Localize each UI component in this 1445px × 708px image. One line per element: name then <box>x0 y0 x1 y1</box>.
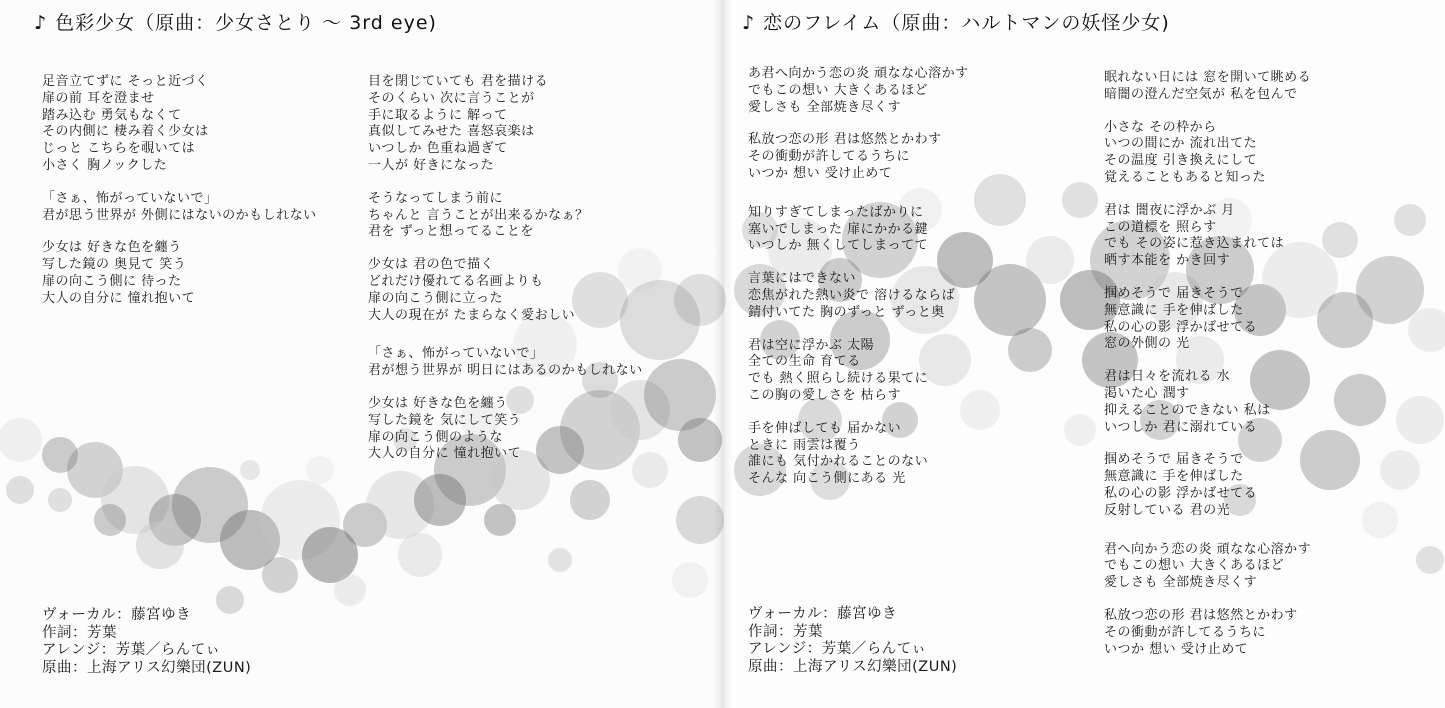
right-lyrics-column-1 <box>748 66 969 504</box>
lyric-line: ちゃんと 言うことが出来るかなぁ？ <box>368 207 589 223</box>
lyric-line: この道標を 照らす <box>1104 219 1217 235</box>
lyric-stanza <box>748 205 969 255</box>
lyric-line: この胸の愛しさを 枯らす <box>748 387 902 403</box>
lyric-stanza <box>748 66 969 116</box>
lyric-line: 私の心の影 浮かばせてる <box>1104 319 1258 335</box>
bokeh-circle <box>240 460 260 480</box>
credit-line: ヴォーカル：藤宮ゆき <box>748 606 898 622</box>
lyric-line: そのくらい 次に言うことが <box>368 90 535 106</box>
lyric-line: 眠れない日には 窓を開いて眺める <box>1104 70 1312 85</box>
lyric-line: 足音立てずに そっと近づく <box>42 74 209 89</box>
lyric-line: 少女は 好きな色を纏う <box>368 395 508 411</box>
lyric-line: 少女は 好きな色を纏う <box>42 240 182 256</box>
lyric-stanza <box>368 396 643 463</box>
bokeh-circle <box>1062 182 1098 218</box>
lyric-stanza <box>1104 608 1311 658</box>
lyric-line: その衝動が許してるうちに <box>748 149 911 165</box>
lyric-line: その温度 引き換えにして <box>1104 153 1258 169</box>
lyric-stanza <box>1104 286 1311 353</box>
right-lyrics-column-2 <box>1104 70 1311 674</box>
lyric-line: いつか 想い 受け止めて <box>1104 641 1249 657</box>
lyric-line: 無意識に 手を伸ばした <box>1104 302 1244 318</box>
lyric-line: いつか 想い 受け止めて <box>748 165 893 181</box>
lyric-stanza <box>1104 452 1311 519</box>
lyric-line: 暗闇の澄んだ空気が 私を包んで <box>1104 86 1298 102</box>
credit-line: 作詞：芳葉 <box>42 624 117 641</box>
bokeh-circle <box>484 504 516 536</box>
lyric-line: 大人の自分に 憧れ抱いて <box>42 290 196 306</box>
lyric-line: 無意識に 手を伸ばした <box>1104 469 1244 485</box>
lyric-line: 扉の前 耳を澄ませ <box>42 90 155 106</box>
bokeh-circle <box>398 533 442 577</box>
bokeh-circle <box>1408 308 1445 352</box>
lyric-line: 私放つ恋の形 君は悠然とかわす <box>748 132 942 148</box>
lyric-line: 「さぁ、怖がっていないで」 <box>368 346 544 362</box>
lyric-line: 愛しさも 全部焼き尽くす <box>748 99 902 115</box>
lyric-stanza <box>368 257 643 324</box>
bokeh-circle <box>1064 414 1096 446</box>
lyric-line: 私放つ恋の形 君は悠然とかわす <box>1104 607 1298 623</box>
lyric-line: 恋焦がれた熱い炎で 溶けるならば <box>748 287 956 303</box>
credit-line: 原曲：上海アリス幻樂団(ZUN) <box>748 658 958 675</box>
bokeh-circle <box>48 488 72 512</box>
lyric-line: いつしか 無くしてしまってて <box>748 238 929 254</box>
lyric-line: 晒す本能を かき回す <box>1104 253 1231 269</box>
lyric-line: 真似してみせた 喜怒哀楽は <box>368 124 535 140</box>
lyric-line: 君へ向かう恋の炎 頑なな心溶かす <box>1104 541 1312 557</box>
lyric-line: 知りすぎてしまったばかりに <box>748 204 924 220</box>
bokeh-circle <box>548 548 572 572</box>
lyric-line: いつしか 色重ね過ぎて <box>368 141 508 157</box>
bokeh-circle <box>672 562 708 598</box>
lyric-line: 一人が 好きになった <box>368 157 495 173</box>
bokeh-circle <box>1322 222 1358 258</box>
lyric-line: 君は 闇夜に浮かぶ 月 <box>1104 202 1235 218</box>
lyric-line: 扉の向こう側のような <box>368 429 504 445</box>
lyric-line: じっと こちらを覗いては <box>42 141 196 157</box>
lyric-line: 扉の向こう側に 待った <box>42 273 182 289</box>
lyric-line: 愛しさも 全部焼き尽くす <box>1104 575 1258 591</box>
lyric-line: 私の心の影 浮かばせてる <box>1104 485 1258 501</box>
bokeh-circle <box>306 456 334 484</box>
lyric-line: 塞いでしまった 扉にかかる鍵 <box>748 221 929 237</box>
bokeh-circle <box>1008 328 1052 372</box>
lyric-stanza <box>42 240 317 307</box>
lyric-line: そうなってしまう前に <box>368 190 504 206</box>
lyric-stanza <box>1104 542 1311 592</box>
lyric-line: 君が想う世界が 明日にはあるのかもしれない <box>368 363 643 379</box>
bokeh-circle <box>0 418 42 462</box>
lyric-line: 写した鏡を 気にして笑う <box>368 412 522 428</box>
lyric-line: 大人の自分に 憧れ抱いて <box>368 446 522 462</box>
bokeh-circle <box>1356 256 1424 324</box>
bokeh-circle <box>1026 236 1074 284</box>
lyric-stanza <box>1104 70 1311 104</box>
left-credits <box>42 607 251 677</box>
lyric-line: 窓の外側の 光 <box>1104 336 1190 352</box>
left-song-title <box>34 8 437 35</box>
credit-line: アレンジ：芳葉／らんてぃ <box>42 642 221 658</box>
lyric-line: 君を ずっと想ってることを <box>368 224 534 240</box>
lyric-line: その衝動が許してるうちに <box>1104 624 1267 640</box>
bokeh-circle <box>262 557 298 593</box>
lyric-line: 誰にも 気付かれることのない <box>748 454 929 470</box>
lyric-line: でもこの想い 大きくあるほど <box>748 82 929 98</box>
lyric-stanza <box>1104 369 1311 436</box>
credit-line: ヴォーカル：藤宮ゆき <box>42 607 192 623</box>
bokeh-circle <box>974 174 1026 226</box>
lyric-stanza <box>368 74 643 175</box>
lyric-stanza <box>42 74 317 175</box>
lyric-line: でも その姿に惹き込まれては <box>1104 236 1285 252</box>
lyric-line: 目を閉じていても 君を描ける <box>368 74 549 89</box>
bokeh-circle <box>1380 450 1420 490</box>
credit-line: 原曲：上海アリス幻樂団(ZUN) <box>42 659 252 676</box>
lyric-line: 掴めそうで 届きそうで <box>1104 285 1244 301</box>
lyric-line: いつしか 君に溺れている <box>1104 419 1258 435</box>
bokeh-circle <box>334 574 366 606</box>
lyric-line: でもこの想い 大きくあるほど <box>1104 558 1285 574</box>
lyric-line: そんな 向こう側にある 光 <box>748 471 906 487</box>
lyric-line: その内側に 棲み着く少女は <box>42 124 209 140</box>
lyric-line: 反射している 君の光 <box>1104 502 1231 518</box>
music-note-icon: ♪ <box>34 12 48 34</box>
lyric-line: いつの間にか 流れ出てた <box>1104 136 1258 152</box>
lyric-line: 少女は 君の色で描く <box>368 257 495 273</box>
bokeh-circle <box>1334 374 1386 426</box>
lyric-line: 「さぁ、怖がっていないで」 <box>42 190 218 206</box>
lyric-stanza <box>1104 203 1311 270</box>
lyric-stanza <box>748 421 969 488</box>
lyric-line: 小さく 胸ノックした <box>42 157 168 173</box>
lyric-stanza <box>748 338 969 405</box>
lyric-line: 掴めそうで 届きそうで <box>1104 452 1244 468</box>
lyric-stanza <box>42 191 317 225</box>
lyric-stanza <box>748 132 969 182</box>
left-song-title-text: 色彩少女（原曲：少女さとり ～ 3rd eye) <box>55 12 437 34</box>
lyric-stanza <box>368 346 643 380</box>
lyric-line: 大人の現在が たまらなく愛おしい <box>368 307 576 323</box>
bokeh-circle <box>94 504 126 536</box>
bokeh-circle <box>136 521 184 569</box>
lyric-line: 抑えることのできない 私は <box>1104 402 1271 418</box>
page-fold-shadow <box>714 0 732 708</box>
lyric-line: 錆付いてた 胸のずっと ずっと奥 <box>748 304 945 320</box>
music-note-icon: ♪ <box>742 12 756 34</box>
lyric-line: 扉の向こう側に立った <box>368 290 504 306</box>
lyric-line: 君は空に浮かぶ 太陽 <box>748 337 875 353</box>
lyric-line: 君は日々を流れる 水 <box>1104 369 1231 385</box>
left-lyrics-column-2 <box>368 74 643 479</box>
right-song-title-text: 恋のフレイム（原曲：ハルトマンの妖怪少女) <box>763 12 1170 34</box>
lyric-line: 踏み込む 勇気もなくて <box>42 107 182 123</box>
lyric-line: あ君へ向かう恋の炎 頑なな心溶かす <box>748 66 969 81</box>
credit-line: 作詞：芳葉 <box>748 623 823 640</box>
bokeh-circle <box>1396 396 1444 444</box>
lyric-line: ときに 雨雲は覆う <box>748 437 861 453</box>
right-song-title <box>742 8 1170 35</box>
bokeh-circle <box>570 480 610 520</box>
bokeh-circle <box>6 476 34 504</box>
lyric-line: 写した鏡の 奥見て 笑う <box>42 257 187 273</box>
lyric-line: 小さな その枠から <box>1104 119 1217 135</box>
lyric-line: 全ての生命 育てる <box>748 354 861 370</box>
credit-line: アレンジ：芳葉／らんてぃ <box>748 641 927 657</box>
lyric-stanza <box>1104 120 1311 187</box>
lyric-line: 覚えることもあると知った <box>1104 169 1267 185</box>
lyric-stanza <box>368 191 643 241</box>
lyric-line: どれだけ優れてる名画よりも <box>368 273 544 289</box>
bokeh-circle <box>1416 546 1444 574</box>
bokeh-circle <box>1362 502 1398 538</box>
lyric-line: 渇いた心 潤す <box>1104 385 1190 401</box>
lyric-line: 手に取るように 解って <box>368 107 508 123</box>
bokeh-circle <box>1394 204 1426 236</box>
lyric-stanza <box>748 271 969 321</box>
left-lyrics-column-1 <box>42 74 317 324</box>
lyric-line: 言葉にはできない <box>748 271 857 287</box>
right-credits <box>748 606 957 676</box>
lyric-line: 君が思う世界が 外側にはないのかもしれない <box>42 207 317 223</box>
lyric-line: 手を伸ばしても 届かない <box>748 420 902 436</box>
lyric-line: でも 熱く照らし続ける果てに <box>748 371 929 387</box>
